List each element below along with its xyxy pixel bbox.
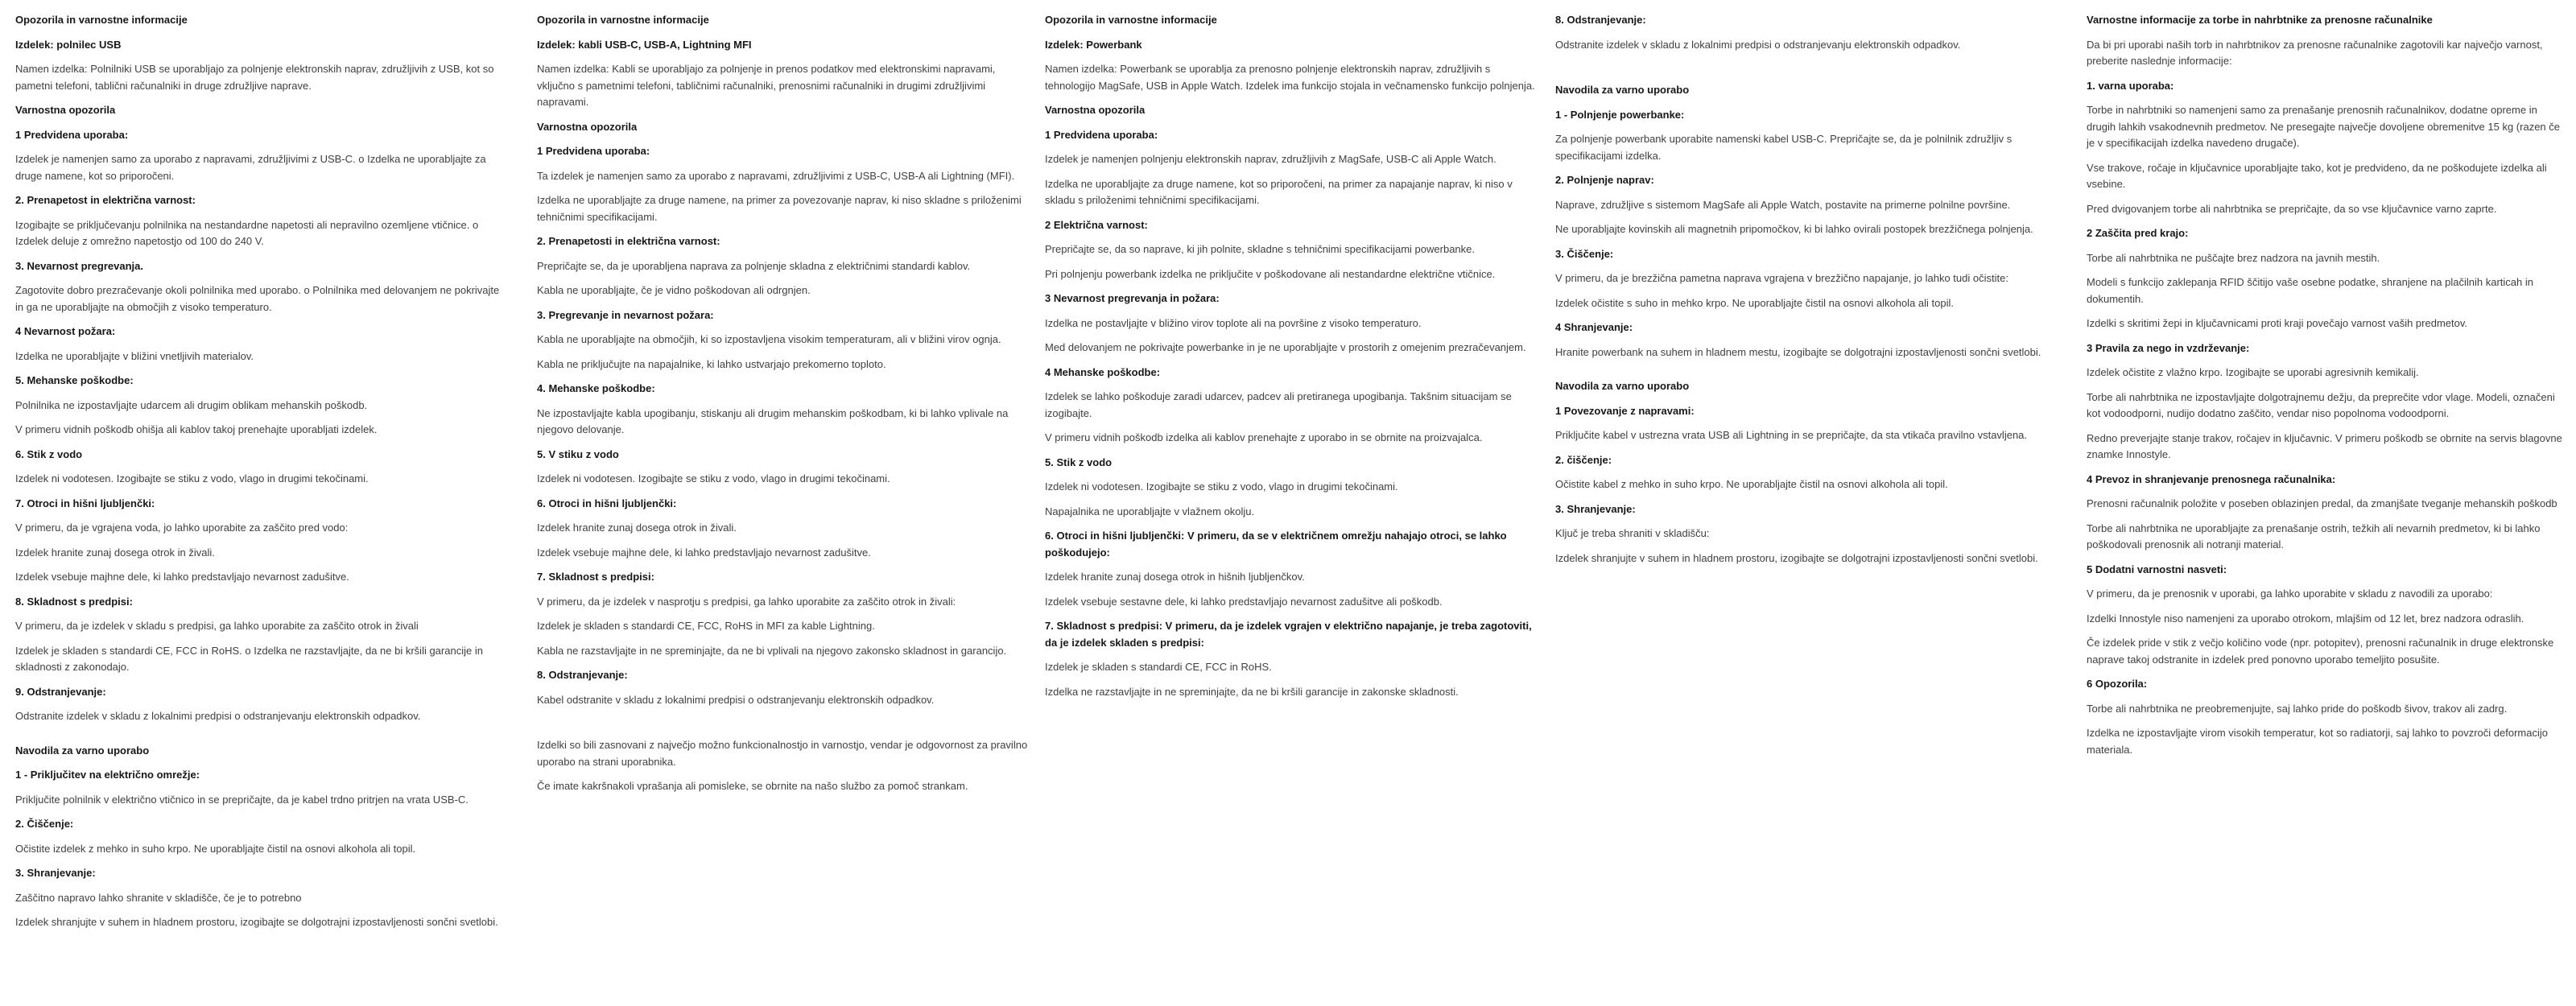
paragraph: Ključ je treba shraniti v skladišču: — [1555, 527, 1710, 539]
section-heading: 2 Zaščita pred krajo: — [2087, 227, 2189, 239]
section-heading: Opozorila in varnostne informacije — [1045, 14, 1217, 26]
paragraph: Izdelek vsebuje majhne dele, ki lahko predstavljajo nevarnost zadušitve. — [537, 546, 871, 559]
paragraph: Izdelek je skladen s standardi CE, FCC in RoHS. o Izdelka ne razstavljajte, da ne bi kršili garancije in skladnosti z zakonodajo. — [15, 644, 483, 673]
paragraph: Torbe ali nahrbtnika ne puščajte brez nadzora na javnih mestih. — [2087, 251, 2380, 264]
section-heading: 8. Odstranjevanje: — [537, 669, 628, 681]
section-heading: 5. Stik z vodo — [1045, 456, 1113, 468]
column-powerbank-cable-usage — [1555, 12, 2051, 575]
section-heading: 8. Skladnost s predpisi: — [15, 595, 133, 608]
paragraph: Izdelek je skladen s standardi CE, FCC in RoHS. — [1045, 661, 1272, 673]
section-heading: Varnostna opozorila — [537, 120, 638, 133]
section-heading: 2 Električna varnost: — [1045, 218, 1148, 231]
paragraph: Odstranite izdelek v skladu z lokalnimi predpisi o odstranjevanju elektronskih odpadkov. — [15, 710, 421, 722]
paragraph: Izdelek shranjujte v suhem in hladnem prostoru, izogibajte se dolgotrajni izpostavljenosti sončni svetlobi. — [15, 916, 498, 928]
section-heading: 4 Prevoz in shranjevanje prenosnega računalnika: — [2087, 472, 2336, 485]
paragraph: Napajalnika ne uporabljajte v vlažnem okolju. — [1045, 505, 1255, 517]
section-heading: 6. Otroci in hišni ljubljenčki: V primeru, da se v električnem omrežju nahajajo otroci, se lahko poškodujejo: — [1045, 530, 1507, 559]
section-heading: 1 Predvidena uporaba: — [15, 128, 129, 141]
paragraph: Kabla ne razstavljajte in ne spreminjajte, da ne bi vplivali na njegovo zakonsko skladnost in garancijo. — [537, 644, 1007, 657]
paragraph: Zagotovite dobro prezračevanje okoli polnilnika med uporabo. o Polnilnika med delovanjem ne pokrivajte in ga ne uporabljajte na območjih z visoko temperaturo. — [15, 284, 500, 313]
section-heading: Varnostne informacije za torbe in nahrbtnike za prenosne računalnike — [2087, 14, 2433, 26]
section-heading: 5 Dodatni varnostni nasveti: — [2087, 563, 2227, 575]
section-heading: Opozorila in varnostne informacije — [537, 14, 709, 26]
section-heading: Izdelek: Powerbank — [1045, 38, 1142, 51]
paragraph: Izogibajte se priključevanju polnilnika na nestandardne napetosti ali nepravilno ozemljene vtičnice. o Izdelek deluje z omrežno napetostjo od 100 do 240 V. — [15, 218, 479, 247]
paragraph: Izdelek vsebuje majhne dele, ki lahko predstavljajo nevarnost zadušitve. — [15, 571, 349, 583]
column-cables-warnings — [537, 12, 1031, 803]
paragraph: Izdelek vsebuje sestavne dele, ki lahko predstavljajo nevarnost zadušitve ali poškodb. — [1045, 595, 1443, 608]
paragraph: Izdelek je namenjen polnjenju elektronskih naprav, združljivih z MagSafe, USB-C ali Apple Watch. — [1045, 153, 1496, 165]
section-heading: 3. Shranjevanje: — [1555, 502, 1636, 515]
section-heading: 9. Odstranjevanje: — [15, 685, 106, 698]
paragraph: Izdelek hranite zunaj dosega otrok in živali. — [537, 522, 737, 534]
paragraph: Izdelek hranite zunaj dosega otrok in hišnih ljubljenčkov. — [1045, 571, 1305, 583]
section-heading: 1 Predvidena uporaba: — [1045, 128, 1158, 141]
paragraph: V primeru vidnih poškodb ohišja ali kablov takoj prenehajte uporabljati izdelek. — [15, 423, 378, 435]
paragraph: Ne uporabljajte kovinskih ali magnetnih pripomočkov, ki bi lahko ovirali postopek brezžičnega polnjenja. — [1555, 223, 2033, 235]
paragraph: Naprave, združljive s sistemom MagSafe ali Apple Watch, postavite na primerne polnilne površine. — [1555, 198, 2011, 211]
section-heading: 3. Čiščenje: — [1555, 247, 1614, 260]
section-heading: Navodila za varno uporabo — [15, 744, 150, 757]
paragraph: Izdelek ni vodotesen. Izogibajte se stiku z vodo, vlago in drugimi tekočinami. — [1045, 480, 1398, 493]
section-heading: 4 Nevarnost požara: — [15, 325, 116, 337]
paragraph: Izdelek hranite zunaj dosega otrok in živali. — [15, 546, 215, 559]
paragraph: Očistite kabel z mehko in suho krpo. Ne uporabljajte čistil na osnovi alkohola ali topil. — [1555, 478, 1948, 490]
section-heading: 5. V stiku z vodo — [537, 447, 619, 460]
paragraph: Izdelka ne postavljajte v bližino virov toplote ali na površine z visoko temperaturo. — [1045, 316, 1422, 329]
paragraph: Pri polnjenju powerbank izdelka ne priključite v poškodovane ali nestandardne električne vtičnice. — [1045, 267, 1496, 280]
section-heading: 2. Čiščenje: — [15, 818, 74, 830]
paragraph: Izdelki so bili zasnovani z največjo možno funkcionalnostjo in varnostjo, vendar je odgovornost za pravilno uporabo na strani uporabnika. — [537, 739, 1028, 768]
section-heading: 7. Skladnost s predpisi: — [537, 571, 654, 583]
section-heading: 3. Nevarnost pregrevanja. — [15, 259, 143, 272]
paragraph: Izdelka ne uporabljajte za druge namene, na primer za povezovanje naprav, ki niso skladne s priloženimi tehničnimi specifikacijami. — [537, 194, 1022, 223]
vertical-spacer — [1555, 369, 2051, 378]
column-usb-charger-warnings — [15, 12, 510, 939]
section-heading: 5. Mehanske poškodbe: — [15, 374, 134, 386]
section-heading: 6 Opozorila: — [2087, 678, 2148, 690]
section-heading: 1 - Priključitev na električno omrežje: — [15, 769, 200, 781]
section-heading: Varnostna opozorila — [1045, 104, 1146, 116]
paragraph: Izdelek se lahko poškoduje zaradi udarcev, padcev ali pretiranega upogibanja. Takšnim situacijam se izogibajte. — [1045, 390, 1512, 419]
section-heading: Navodila za varno uporabo — [1555, 84, 1690, 96]
paragraph: Torbe in nahrbtniki so namenjeni samo za prenašanje prenosnih računalnikov, dodatne opreme in drugih lahkih vsakodnevnih predmetov. Ne presegajte največje dovoljene obremenitve 15 kg (razen če je v specifikacijah izdelka navedeno drugače). — [2087, 104, 2560, 149]
paragraph: Izdelka ne uporabljajte v bližini vnetljivih materialov. — [15, 349, 254, 362]
paragraph: V primeru, da je brezžična pametna naprava vgrajena v brezžično napajanje, jo lahko tudi očistite: — [1555, 272, 2008, 284]
section-heading: 2. čiščenje: — [1555, 453, 1612, 466]
section-heading: 4 Mehanske poškodbe: — [1045, 365, 1161, 378]
paragraph: V primeru, da je prenosnik v uporabi, ga lahko uporabite v skladu z navodili za uporabo: — [2087, 588, 2493, 600]
section-heading: 7. Otroci in hišni ljubljenčki: — [15, 497, 155, 509]
paragraph: Kabel odstranite v skladu z lokalnimi predpisi o odstranjevanju elektronskih odpadkov. — [537, 693, 935, 706]
section-heading: Opozorila in varnostne informacije — [15, 14, 188, 26]
section-heading: 2. Polnjenje naprav: — [1555, 174, 1654, 186]
paragraph: Očistite izdelek z mehko in suho krpo. Ne uporabljajte čistil na osnovi alkohola ali topil. — [15, 842, 416, 855]
paragraph: Če imate kakršnakoli vprašanja ali pomisleke, se obrnite na našo službo za pomoč strankam. — [537, 780, 968, 792]
paragraph: Namen izdelka: Kabli se uporabljajo za polnjenje in prenos podatkov med elektronskimi napravami, vključno s pametnimi telefoni, tabličnimi računalniki, prenosnimi računalniki in drugimi združljivimi napravami. — [537, 63, 996, 108]
paragraph: Izdelka ne izpostavljajte virom visokih temperatur, kot so radiatorji, saj lahko to povzroči deformacijo materiala. — [2087, 727, 2548, 756]
section-heading: 4. Mehanske poškodbe: — [537, 382, 655, 394]
paragraph: Modeli s funkcijo zaklepanja RFID ščitijo vaše osebne podatke, shranjene na plačilnih karticah in dokumentih. — [2087, 276, 2533, 305]
paragraph: Za polnjenje powerbank uporabite namenski kabel USB-C. Prepričajte se, da je polnilnik združljiv s specifikacijami izdelka. — [1555, 133, 2013, 162]
paragraph: Izdelek očistite z vlažno krpo. Izogibajte se uporabi agresivnih kemikalij. — [2087, 366, 2419, 378]
paragraph: Če izdelek pride v stik z večjo količino vode (npr. potopitev), prenosni računalnik in druge elektronske naprave takoj odstranite in izdelek pred ponovno uporabo temeljito posušite. — [2087, 637, 2554, 666]
paragraph: Kabla ne priključujte na napajalnike, ki lahko ustvarjajo prekomerno toploto. — [537, 357, 886, 370]
section-heading: Navodila za varno uporabo — [1555, 380, 1690, 392]
vertical-spacer — [537, 716, 1031, 737]
section-heading: 7. Skladnost s predpisi: V primeru, da je izdelek vgrajen v električno napajanje, je treba zagotoviti, da je izdelek skladen s predpisi: — [1045, 620, 1532, 649]
section-heading: Izdelek: kabli USB-C, USB-A, Lightning MFI — [537, 38, 752, 51]
section-heading: Varnostna opozorila — [15, 104, 116, 116]
paragraph: Odstranite izdelek v skladu z lokalnimi predpisi o odstranjevanju elektronskih odpadkov. — [1555, 38, 1961, 51]
paragraph: Izdelki Innostyle niso namenjeni za uporabo otrokom, mlajšim od 12 let, brez nadzora odraslih. — [2087, 612, 2524, 625]
paragraph: Namen izdelka: Polnilniki USB se uporabljajo za polnjenje elektronskih naprav, združljivih z USB, kot so pametni telefoni, tablični računalniki in druge združljive naprave. — [15, 63, 494, 92]
paragraph: Ne izpostavljajte kabla upogibanju, stiskanju ali drugim mehanskim poškodbam, ki bi lahko vplivale na njegovo delovanje. — [537, 406, 1009, 435]
vertical-spacer — [15, 733, 510, 743]
section-heading: 1 - Polnjenje powerbanke: — [1555, 108, 1685, 121]
vertical-spacer — [1555, 61, 2051, 82]
paragraph: Prepričajte se, da je uporabljena naprava za polnjenje skladna z električnimi standardi kablov. — [537, 259, 971, 272]
paragraph: Izdelki s skritimi žepi in ključavnicami proti kraji povečajo varnost vaših predmetov. — [2087, 317, 2467, 329]
paragraph: Izdelek je namenjen samo za uporabo z napravami, združljivimi z USB-C. o Izdelka ne uporabljajte za druge namene, kot so priporočeni. — [15, 153, 486, 182]
section-heading: 3. Pregrevanje in nevarnost požara: — [537, 308, 714, 321]
paragraph: Izdelek shranjujte v suhem in hladnem prostoru, izogibajte se dolgotrajni izpostavljenosti sončni svetlobi. — [1555, 551, 2038, 564]
paragraph: Izdelek očistite s suho in mehko krpo. Ne uporabljajte čistil na osnovi alkohola ali topil. — [1555, 296, 1954, 309]
paragraph: Priključite polnilnik v električno vtičnico in se prepričajte, da je kabel trdno pritrjen na vrata USB-C. — [15, 793, 469, 806]
paragraph: Redno preverjajte stanje trakov, ročajev in ključavnic. V primeru poškodb se obrnite na servis blagovne znamke Innostyle. — [2087, 431, 2562, 460]
paragraph: Polnilnika ne izpostavljajte udarcem ali drugim oblikam mehanskih poškodb. — [15, 398, 368, 411]
paragraph: Izdelka ne razstavljajte in ne spreminjajte, da ne bi kršili garancije in zakonske skladnosti. — [1045, 685, 1459, 698]
paragraph: Izdelka ne uporabljajte za druge namene, kot so priporočeni, na primer za napajanje naprav, ki niso v skladu s priloženimi tehničnimi specifikacijami. — [1045, 177, 1513, 206]
paragraph: Izdelek ni vodotesen. Izogibajte se stiku z vodo, vlago in drugimi tekočinami. — [15, 472, 369, 484]
section-heading: 1. varna uporaba: — [2087, 79, 2174, 92]
section-heading: 6. Stik z vodo — [15, 447, 83, 460]
paragraph: Prenosni računalnik položite v poseben oblazinjen predal, da zmanjšate tveganje mehanskih poškodb — [2087, 497, 2557, 509]
section-heading: 2. Prenapetosti in električna varnost: — [537, 235, 720, 247]
paragraph: Torbe ali nahrbtnika ne izpostavljajte dolgotrajnemu dežju, da preprečite vdor vlage. Modeli, označeni kot vodoodporni, nudijo dodatno zaščito, vendar niso popolnoma vodoodporni. — [2087, 390, 2555, 419]
column-laptop-bags-safety — [2087, 12, 2566, 766]
paragraph: Vse trakove, ročaje in ključavnice uporabljajte tako, kot je predvideno, da ne poškodujete izdelka ali vsebine. — [2087, 161, 2547, 190]
section-heading: Izdelek: polnilec USB — [15, 38, 122, 51]
column-powerbank-warnings — [1045, 12, 1541, 708]
paragraph: V primeru vidnih poškodb izdelka ali kablov prenehajte z uporabo in se obrnite na proizvajalca. — [1045, 431, 1483, 443]
paragraph: Torbe ali nahrbtnika ne preobremenjujte, saj lahko pride do poškodb šivov, trakov ali zadrg. — [2087, 702, 2508, 715]
section-heading: 1 Predvidena uporaba: — [537, 145, 650, 157]
section-heading: 3 Pravila za nego in vzdrževanje: — [2087, 341, 2250, 354]
section-heading: 6. Otroci in hišni ljubljenčki: — [537, 497, 677, 509]
paragraph: Pred dvigovanjem torbe ali nahrbtnika se prepričajte, da so vse ključavnice varno zaprte. — [2087, 202, 2497, 215]
paragraph: Prepričajte se, da so naprave, ki jih polnite, skladne s tehničnimi specifikacijami powerbanke. — [1045, 243, 1475, 255]
paragraph: Kabla ne uporabljajte, če je vidno poškodovan ali odrgnjen. — [537, 284, 811, 296]
paragraph: Ta izdelek je namenjen samo za uporabo z napravami, združljivimi z USB-C, USB-A ali Lightning (MFI). — [537, 169, 1015, 182]
paragraph: Da bi pri uporabi naših torb in nahrbtnikov za prenosne računalnike zagotovili kar največjo varnost, preberite naslednje informacije: — [2087, 38, 2543, 67]
section-heading: 4 Shranjevanje: — [1555, 321, 1633, 333]
paragraph: V primeru, da je vgrajena voda, jo lahko uporabite za zaščito pred vodo: — [15, 522, 349, 534]
section-heading: 3 Nevarnost pregrevanja in požara: — [1045, 292, 1220, 304]
section-heading: 1 Povezovanje z napravami: — [1555, 404, 1695, 417]
paragraph: Izdelek je skladen s standardi CE, FCC, RoHS in MFI za kable Lightning. — [537, 620, 875, 632]
paragraph: Torbe ali nahrbtnika ne uporabljajte za prenašanje ostrih, težkih ali nevarnih predmetov, ki bi lahko poškodovali prenosnik ali notranji material. — [2087, 522, 2541, 550]
section-heading: 3. Shranjevanje: — [15, 867, 96, 879]
paragraph: V primeru, da je izdelek v nasprotju s predpisi, ga lahko uporabite za zaščito otrok in živali: — [537, 595, 956, 608]
section-heading: 8. Odstranjevanje: — [1555, 14, 1646, 26]
paragraph: Hranite powerbank na suhem in hladnem mestu, izogibajte se dolgotrajni izpostavljenosti sončni svetlobi. — [1555, 345, 2041, 358]
paragraph: Izdelek ni vodotesen. Izogibajte se stiku z vodo, vlago in drugimi tekočinami. — [537, 472, 890, 484]
paragraph: Zaščitno napravo lahko shranite v skladišče, če je to potrebno — [15, 891, 302, 904]
paragraph: Med delovanjem ne pokrivajte powerbanke in je ne uporabljajte v prostorih z omejenim prezračevanjem. — [1045, 341, 1526, 353]
section-heading: 2. Prenapetost in električna varnost: — [15, 194, 196, 206]
paragraph: Kabla ne uporabljajte na območjih, ki so izpostavljena visokim temperaturam, ali v bližini virov ognja. — [537, 333, 1001, 345]
paragraph: Priključite kabel v ustrezna vrata USB ali Lightning in se prepričajte, da sta vtikača pravilno vstavljena. — [1555, 429, 2028, 441]
paragraph: V primeru, da je izdelek v skladu s predpisi, ga lahko uporabite za zaščito otrok in živali — [15, 620, 419, 632]
paragraph: Namen izdelka: Powerbank se uporablja za prenosno polnjenje elektronskih naprav, združljivih s tehnologijo MagSafe, USB in Apple Watch. Izdelek ima funkcijo stojala in večnamensko funkcijo polnjenja. — [1045, 63, 1535, 92]
